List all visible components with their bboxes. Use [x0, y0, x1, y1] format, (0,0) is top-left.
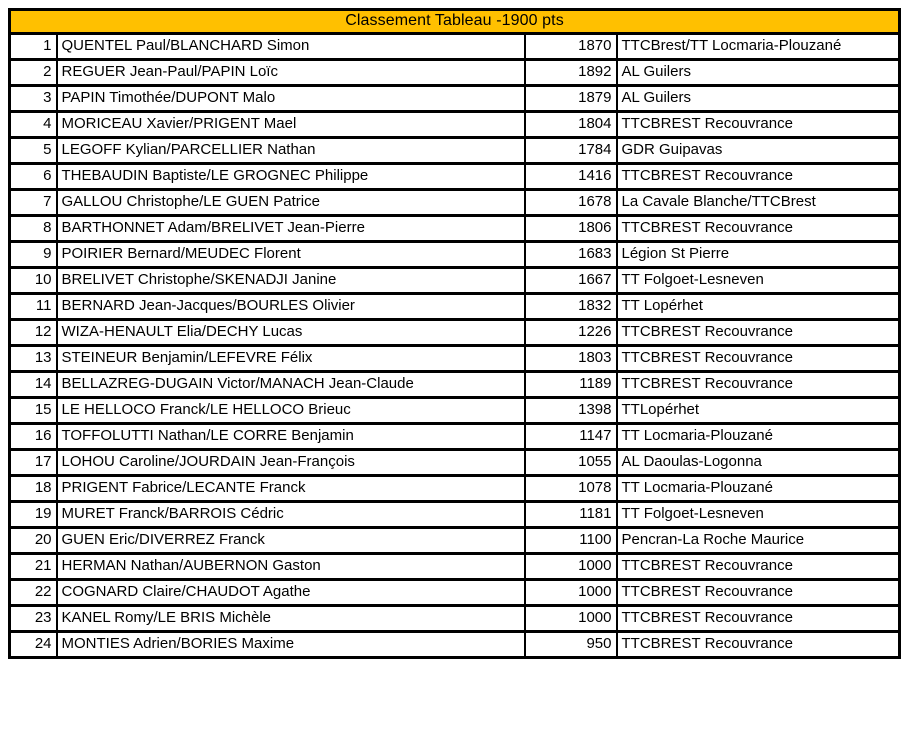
pair-cell: COGNARD Claire/CHAUDOT Agathe [57, 580, 525, 606]
club-cell: GDR Guipavas [617, 138, 900, 164]
points-cell: 1100 [525, 528, 617, 554]
club-cell: TT Folgoet-Lesneven [617, 268, 900, 294]
rank-cell: 7 [10, 190, 57, 216]
pair-cell: GALLOU Christophe/LE GUEN Patrice [57, 190, 525, 216]
club-cell: TTCBREST Recouvrance [617, 580, 900, 606]
pair-cell: QUENTEL Paul/BLANCHARD Simon [57, 34, 525, 60]
table-row [10, 112, 900, 138]
points-cell: 950 [525, 632, 617, 658]
points-cell: 1667 [525, 268, 617, 294]
points-cell: 1189 [525, 372, 617, 398]
pair-cell: LEGOFF Kylian/PARCELLIER Nathan [57, 138, 525, 164]
club-cell: La Cavale Blanche/TTCBrest [617, 190, 900, 216]
table-row [10, 424, 900, 450]
club-cell: TTCBREST Recouvrance [617, 632, 900, 658]
pair-cell: HERMAN Nathan/AUBERNON Gaston [57, 554, 525, 580]
rank-cell: 22 [10, 580, 57, 606]
table-row [10, 190, 900, 216]
table-row [10, 580, 900, 606]
table-row [10, 554, 900, 580]
club-cell: Pencran-La Roche Maurice [617, 528, 900, 554]
table-row [10, 216, 900, 242]
points-cell: 1870 [525, 34, 617, 60]
points-cell: 1832 [525, 294, 617, 320]
rank-cell: 19 [10, 502, 57, 528]
pair-cell: TOFFOLUTTI Nathan/LE CORRE Benjamin [57, 424, 525, 450]
points-cell: 1078 [525, 476, 617, 502]
points-cell: 1892 [525, 60, 617, 86]
club-cell: TTLopérhet [617, 398, 900, 424]
pair-cell: REGUER Jean-Paul/PAPIN Loïc [57, 60, 525, 86]
table-row [10, 320, 900, 346]
points-cell: 1683 [525, 242, 617, 268]
points-cell: 1226 [525, 320, 617, 346]
table-row [10, 34, 900, 60]
pair-cell: BARTHONNET Adam/BRELIVET Jean-Pierre [57, 216, 525, 242]
pair-cell: THEBAUDIN Baptiste/LE GROGNEC Philippe [57, 164, 525, 190]
pair-cell: BELLAZREG-DUGAIN Victor/MANACH Jean-Claude [57, 372, 525, 398]
pair-cell: POIRIER Bernard/MEUDEC Florent [57, 242, 525, 268]
classement-table [8, 8, 901, 659]
rank-cell: 4 [10, 112, 57, 138]
club-cell: TT Folgoet-Lesneven [617, 502, 900, 528]
pair-cell: BERNARD Jean-Jacques/BOURLES Olivier [57, 294, 525, 320]
club-cell: TTCBrest/TT Locmaria-Plouzané [617, 34, 900, 60]
rank-cell: 11 [10, 294, 57, 320]
points-cell: 1000 [525, 580, 617, 606]
table-row [10, 476, 900, 502]
rank-cell: 16 [10, 424, 57, 450]
rank-cell: 21 [10, 554, 57, 580]
rank-cell: 23 [10, 606, 57, 632]
club-cell: AL Daoulas-Logonna [617, 450, 900, 476]
rank-cell: 3 [10, 86, 57, 112]
club-cell: AL Guilers [617, 60, 900, 86]
club-cell: TT Locmaria-Plouzané [617, 424, 900, 450]
rank-cell: 9 [10, 242, 57, 268]
table-row [10, 242, 900, 268]
rank-cell: 10 [10, 268, 57, 294]
table-row [10, 346, 900, 372]
pair-cell: LE HELLOCO Franck/LE HELLOCO Brieuc [57, 398, 525, 424]
pair-cell: PRIGENT Fabrice/LECANTE Franck [57, 476, 525, 502]
table-row [10, 450, 900, 476]
table-row [10, 606, 900, 632]
pair-cell: PAPIN Timothée/DUPONT Malo [57, 86, 525, 112]
pair-cell: WIZA-HENAULT Elia/DECHY Lucas [57, 320, 525, 346]
club-cell: TTCBREST Recouvrance [617, 320, 900, 346]
rank-cell: 1 [10, 34, 57, 60]
pair-cell: MONTIES Adrien/BORIES Maxime [57, 632, 525, 658]
club-cell: TT Locmaria-Plouzané [617, 476, 900, 502]
table-row [10, 398, 900, 424]
rank-cell: 2 [10, 60, 57, 86]
points-cell: 1803 [525, 346, 617, 372]
points-cell: 1784 [525, 138, 617, 164]
points-cell: 1879 [525, 86, 617, 112]
pair-cell: MURET Franck/BARROIS Cédric [57, 502, 525, 528]
pair-cell: KANEL Romy/LE BRIS Michèle [57, 606, 525, 632]
pair-cell: MORICEAU Xavier/PRIGENT Mael [57, 112, 525, 138]
rank-cell: 13 [10, 346, 57, 372]
points-cell: 1806 [525, 216, 617, 242]
club-cell: TTCBREST Recouvrance [617, 372, 900, 398]
club-cell: Légion St Pierre [617, 242, 900, 268]
table-row [10, 528, 900, 554]
rank-cell: 8 [10, 216, 57, 242]
rank-cell: 15 [10, 398, 57, 424]
table-title: Classement Tableau -1900 pts [10, 10, 900, 34]
points-cell: 1804 [525, 112, 617, 138]
table-row [10, 164, 900, 190]
table-row [10, 632, 900, 658]
club-cell: TTCBREST Recouvrance [617, 112, 900, 138]
points-cell: 1416 [525, 164, 617, 190]
points-cell: 1147 [525, 424, 617, 450]
rank-cell: 14 [10, 372, 57, 398]
pair-cell: BRELIVET Christophe/SKENADJI Janine [57, 268, 525, 294]
points-cell: 1055 [525, 450, 617, 476]
rank-cell: 5 [10, 138, 57, 164]
rank-cell: 24 [10, 632, 57, 658]
table-row [10, 60, 900, 86]
rank-cell: 20 [10, 528, 57, 554]
points-cell: 1678 [525, 190, 617, 216]
table-row [10, 372, 900, 398]
points-cell: 1000 [525, 606, 617, 632]
rank-cell: 12 [10, 320, 57, 346]
table-row [10, 502, 900, 528]
points-cell: 1000 [525, 554, 617, 580]
table-row [10, 86, 900, 112]
rank-cell: 6 [10, 164, 57, 190]
table-row [10, 138, 900, 164]
table-body [10, 34, 900, 658]
club-cell: TT Lopérhet [617, 294, 900, 320]
club-cell: TTCBREST Recouvrance [617, 216, 900, 242]
rank-cell: 17 [10, 450, 57, 476]
pair-cell: GUEN Eric/DIVERREZ Franck [57, 528, 525, 554]
club-cell: TTCBREST Recouvrance [617, 346, 900, 372]
club-cell: TTCBREST Recouvrance [617, 606, 900, 632]
pair-cell: LOHOU Caroline/JOURDAIN Jean-François [57, 450, 525, 476]
table-title-row [10, 10, 900, 34]
table-row [10, 294, 900, 320]
pair-cell: STEINEUR Benjamin/LEFEVRE Félix [57, 346, 525, 372]
points-cell: 1398 [525, 398, 617, 424]
club-cell: TTCBREST Recouvrance [617, 554, 900, 580]
rank-cell: 18 [10, 476, 57, 502]
club-cell: TTCBREST Recouvrance [617, 164, 900, 190]
club-cell: AL Guilers [617, 86, 900, 112]
table-row [10, 268, 900, 294]
points-cell: 1181 [525, 502, 617, 528]
